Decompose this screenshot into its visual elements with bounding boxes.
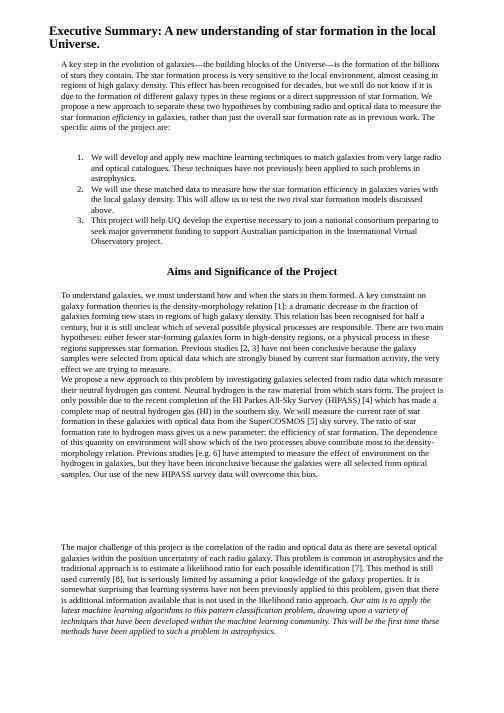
aim-number: 2. — [77, 183, 84, 194]
summary-text-end: in galaxies, rather than just the overall star formation rate as in previous work. The specific aims of the project are: — [61, 111, 436, 132]
summary-text-start: A key step in the evolution of galaxies—the building blocks of the Universe—is the formation of the billions of stars they contain. The star formation process is very sensitive to the local environment, almost ceasing in regions of high galaxy density. This effect has been recognised for decades, but we still do not know if it is due to the formation of different galaxy types in these regions or a direct suppression of star formation. We propose a new approach to separate these two hypotheses by combining radio and optical data to measure the star formation — [61, 59, 441, 122]
aims-list — [77, 152, 444, 247]
paragraph-new-approach: We propose a new approach to this problem by investigating galaxies selected from radio data which measure their neutral hydrogen gas content. Neutral hydrogen is the raw material from which stars form. The project is only possible due to the recent completion of the HI Parkes All-Sky Survey (HIPASS) [4] which has made a complete map of neutral hydrogen gas (HI) in the southern sky. We will measure the current rate of star formation in these galaxies with optical data from the SuperCOSMOS [5] sky survey. The ratio of star formation rate to hydrogen mass gives us a new parameter: the efficiency of star formation. The dependence of this quantity on environment will show which of the two processes above contribute most to the density-morphology relation. Previous studies [e.g. 6] have attempted to measure the effect of environment on the hydrogen in galaxies, but they have been inconclusive because the galaxies were all selected from optical samples. Our use of the new HIPASS survey data will overcome this bias. — [61, 374, 444, 479]
aim-item — [77, 215, 444, 247]
summary-emphasis: efficiency — [112, 111, 146, 122]
document-title: Executive Summary: A new understanding of star formation in the local Universe. — [49, 24, 436, 51]
aim-text: We will develop and apply new machine learning techniques to match galaxies from very large radio and optical catalogues. These techniques have not previously been applied to such problems in astrophysics. — [91, 152, 442, 183]
challenge-text: The major challenge of this project is the correlation of the radio and optical data as there are several optical galaxies within the position uncertainty of each radio galaxy. This problem is common in astrophysics and the traditional approach is to estimate a likelihood ratio for each possible identification [7]. This method is still used currently [8], but is seriously limited by assuming a prior knowledge of the galaxy properties. It is somewhat surprising that learning systems have not been previously applied to this problem, given that there is additional information available that is not used in the likelihood ratio approach. — [61, 542, 444, 605]
aim-text: We will use these matched data to measure how the star formation efficiency in galaxies varies with the local galaxy density. This will allow us to test the two rival star formation models discussed above. — [91, 183, 439, 215]
aim-number: 3. — [77, 215, 84, 225]
aim-item — [77, 152, 444, 184]
paragraph-major-challenge — [61, 542, 444, 637]
paragraph-understanding-galaxies: To understand galaxies, we must understand how and when the stars in them formed. A key constraint on galaxy formation theories is the density-morphology relation [1]: a dramatic decrease in the fraction of galaxies forming new stars in regions of high galaxy density. This relation has been recognised for half a century, but it is still unclear which of several possible physical processes are responsible. There are two main hypotheses: either fewer star-forming galaxies form in high-density regions, or a physical process in these regions suppresses star formation. Previous studies [2, 3] have not been conclusive because the galaxy samples were selected from optical data which are strongly biased by current star formation activity, the very effect we are trying to measure. — [61, 290, 444, 374]
aim-item — [77, 184, 444, 216]
challenge-aim-text: Our aim is to apply the latest machine learning algorithms to this pattern classification problem, drawing upon a variety of techniques that have been developed within the machine learning community. This will be the first time these methods have been applied to such a problem in astrophysics. — [61, 594, 440, 636]
summary-paragraph — [61, 59, 444, 133]
section-heading: Aims and Significance of the Project — [166, 266, 338, 278]
aim-text: This project will help UQ develop the expertise necessary to join a national consortium preparing to seek major government funding to support Australian participation in the International Virtual Observatory project. — [91, 215, 439, 246]
aim-number: 1. — [77, 152, 84, 162]
